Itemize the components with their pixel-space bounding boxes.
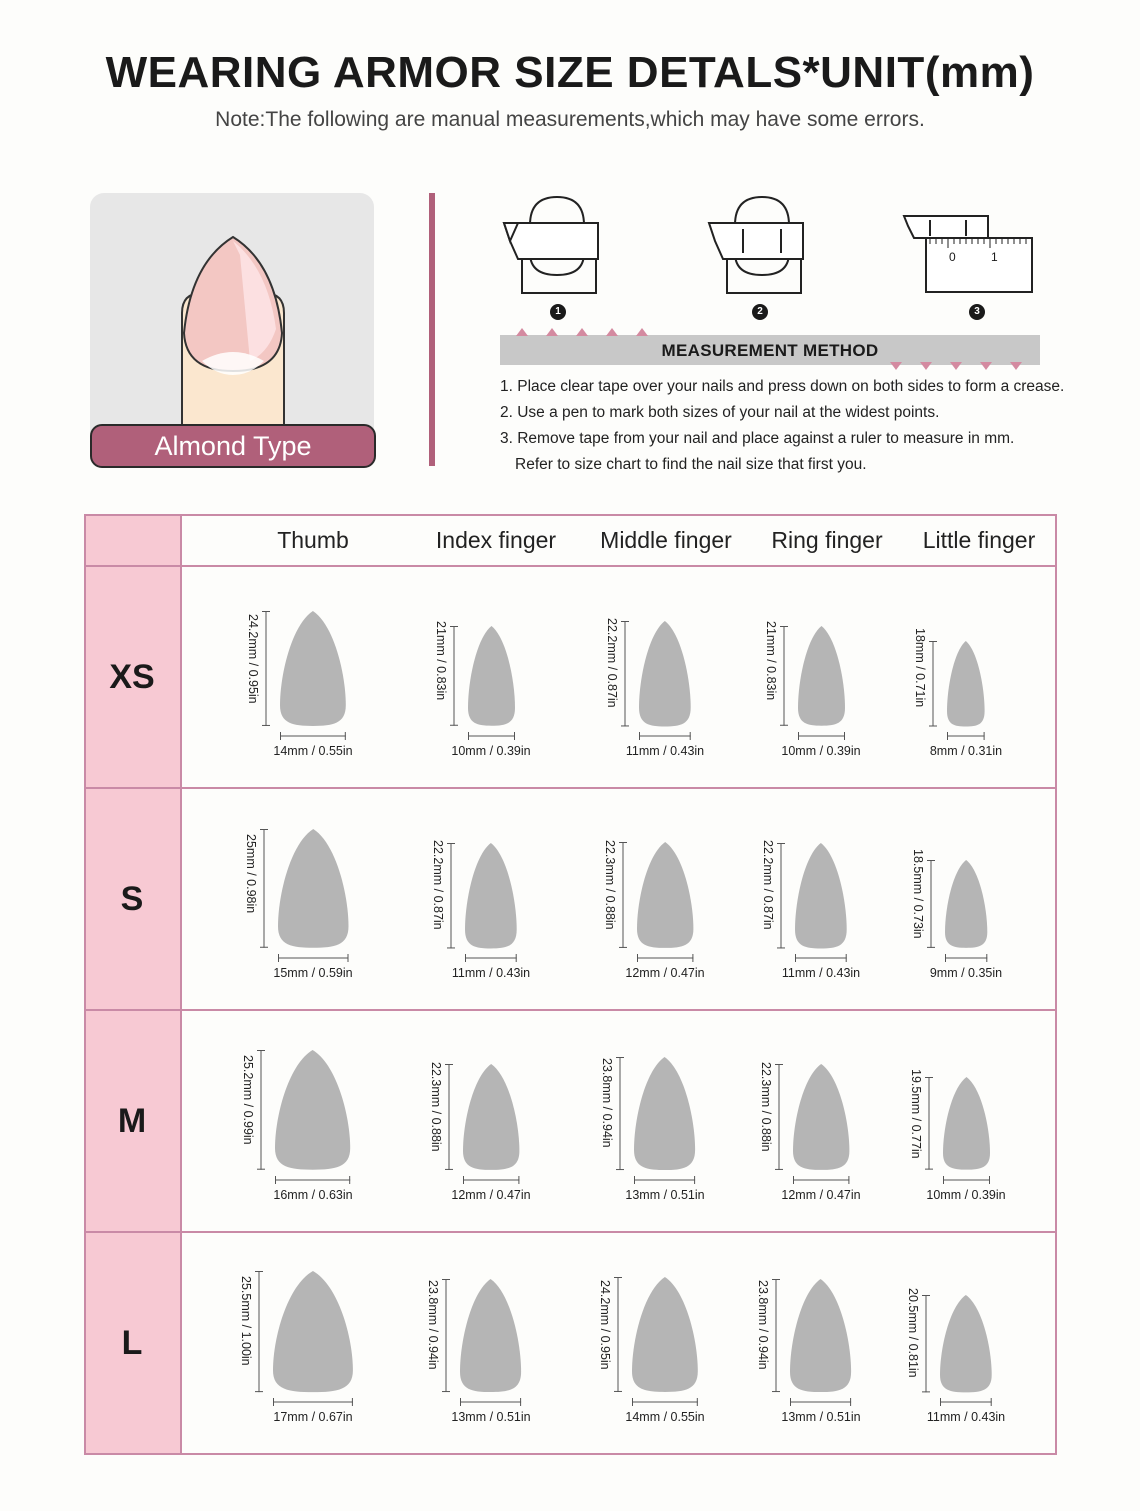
width-bracket xyxy=(798,732,847,740)
length-bracket xyxy=(445,1064,453,1172)
nail-length-label: 20.5mm / 0.81in xyxy=(906,1288,921,1378)
ruler-tick-1: 1 xyxy=(991,250,998,264)
nail-shape xyxy=(943,858,989,950)
step-number-2: 2 xyxy=(752,304,768,320)
column-header-thumb: Thumb xyxy=(277,527,349,553)
length-bracket xyxy=(616,1057,624,1172)
tape-press-icon xyxy=(500,193,604,297)
nail-length-label: 22.2mm / 0.87in xyxy=(431,840,446,930)
width-bracket xyxy=(280,732,348,740)
width-bracket xyxy=(947,732,987,740)
nail-shape xyxy=(793,841,849,950)
nail-shape xyxy=(466,624,517,728)
nail-length-label: 21mm / 0.83in xyxy=(433,621,448,701)
size-label-s: S xyxy=(120,880,144,918)
nail-width-label: 14mm / 0.55in xyxy=(625,1410,705,1424)
nail-length-label: 21mm / 0.83in xyxy=(763,621,778,701)
length-bracket xyxy=(927,860,935,950)
nail-length-label: 23.8mm / 0.94in xyxy=(600,1058,615,1149)
length-bracket xyxy=(621,621,629,728)
length-bracket xyxy=(257,1050,265,1172)
decor-triangle xyxy=(920,362,932,370)
length-bracket xyxy=(260,829,268,950)
width-bracket xyxy=(465,954,519,962)
column-header-index: Index finger xyxy=(435,527,557,553)
nail-length-label: 23.8mm / 0.94in xyxy=(756,1280,771,1371)
length-bracket xyxy=(447,843,455,950)
nail-width-label: 13mm / 0.51in xyxy=(451,1410,531,1424)
nail-shape xyxy=(791,1062,851,1172)
nail-shape xyxy=(945,639,987,729)
nail-shape xyxy=(463,841,519,950)
width-bracket xyxy=(945,954,989,962)
ruler-tick-0: 0 xyxy=(949,250,956,264)
table-divider xyxy=(180,514,182,1455)
size-label-xs: XS xyxy=(109,658,155,696)
nail-width-label: 11mm / 0.43in xyxy=(781,966,861,980)
width-bracket xyxy=(943,1176,992,1184)
column-header-middle: Middle finger xyxy=(600,527,732,553)
nail-shape xyxy=(632,1055,697,1172)
column-header-ring: Ring finger xyxy=(771,527,883,553)
nail-shape xyxy=(788,1277,853,1394)
nail-shape xyxy=(630,1275,700,1394)
nail-width-label: 9mm / 0.35in xyxy=(929,966,1003,980)
nail-shape xyxy=(941,1075,992,1172)
length-bracket xyxy=(775,1064,783,1172)
width-bracket xyxy=(637,954,695,962)
nail-shape xyxy=(461,1062,521,1172)
divider-line xyxy=(429,193,435,466)
step-number-1: 1 xyxy=(550,304,566,320)
width-bracket xyxy=(468,732,517,740)
nail-width-label: 12mm / 0.47in xyxy=(625,966,705,980)
nail-length-label: 24.2mm / 0.95in xyxy=(246,613,261,704)
nail-width-label: 16mm / 0.63in xyxy=(273,1188,353,1202)
width-bracket xyxy=(273,1398,355,1406)
length-bracket xyxy=(772,1279,780,1394)
nail-shape xyxy=(635,840,695,950)
page-title: WEARING ARMOR SIZE DETALS*UNIT(mm) xyxy=(105,48,1035,97)
width-bracket xyxy=(634,1176,697,1184)
nail-width-label: 8mm / 0.31in xyxy=(929,744,1003,758)
table-rule xyxy=(84,565,1057,567)
nail-width-label: 12mm / 0.47in xyxy=(451,1188,531,1202)
nail-length-label: 22.3mm / 0.88in xyxy=(428,1062,443,1152)
width-bracket xyxy=(460,1398,523,1406)
ruler-measure-icon xyxy=(900,210,1040,300)
step-number-3: 3 xyxy=(969,304,985,320)
nail-shape xyxy=(637,619,693,728)
length-bracket xyxy=(929,641,937,729)
instruction-2: 2. Use a pen to mark both sizes of your nail at the widest points. xyxy=(500,404,940,421)
decor-triangle xyxy=(890,362,902,370)
nail-shape xyxy=(458,1277,523,1394)
nail-width-label: 17mm / 0.67in xyxy=(273,1410,353,1424)
nail-shape xyxy=(796,624,847,728)
length-bracket xyxy=(619,842,627,950)
nail-width-label: 10mm / 0.39in xyxy=(451,744,531,758)
nail-shape xyxy=(276,827,351,950)
width-bracket xyxy=(639,732,693,740)
nail-width-label: 10mm / 0.39in xyxy=(926,1188,1006,1202)
nail-length-label: 22.3mm / 0.88in xyxy=(602,840,617,930)
nail-width-label: 10mm / 0.39in xyxy=(781,744,861,758)
nail-width-label: 11mm / 0.43in xyxy=(451,966,531,980)
width-bracket xyxy=(790,1398,853,1406)
width-bracket xyxy=(278,954,351,962)
nail-length-label: 25mm / 0.98in xyxy=(243,833,258,913)
table-rule xyxy=(84,1231,1057,1233)
width-bracket xyxy=(940,1398,994,1406)
nail-length-label: 23.8mm / 0.94in xyxy=(426,1280,441,1371)
table-rule xyxy=(84,787,1057,789)
nail-width-label: 14mm / 0.55in xyxy=(273,744,353,758)
decor-triangle xyxy=(576,328,588,336)
length-bracket xyxy=(925,1077,933,1172)
nail-length-label: 18.5mm / 0.73in xyxy=(910,849,925,939)
nail-shape xyxy=(278,609,348,728)
tape-mark-icon xyxy=(705,193,809,297)
size-label-m: M xyxy=(117,1102,147,1140)
decor-triangle xyxy=(980,362,992,370)
nail-shape xyxy=(271,1269,355,1394)
table-rule xyxy=(84,1009,1057,1011)
decor-triangle xyxy=(636,328,648,336)
nail-width-label: 11mm / 0.43in xyxy=(926,1410,1006,1424)
nail-length-label: 24.2mm / 0.95in xyxy=(598,1279,613,1370)
instruction-4: Refer to size chart to find the nail size that first you. xyxy=(515,456,867,473)
width-bracket xyxy=(463,1176,521,1184)
nail-length-label: 18mm / 0.71in xyxy=(913,628,928,708)
length-bracket xyxy=(450,626,458,728)
nail-width-label: 12mm / 0.47in xyxy=(781,1188,861,1202)
length-bracket xyxy=(614,1277,622,1394)
length-bracket xyxy=(780,626,788,728)
length-bracket xyxy=(255,1271,263,1394)
length-bracket xyxy=(442,1279,450,1394)
nail-length-label: 22.2mm / 0.87in xyxy=(605,618,620,708)
nail-length-label: 22.3mm / 0.88in xyxy=(758,1062,773,1152)
decor-triangle xyxy=(606,328,618,336)
width-bracket xyxy=(793,1176,851,1184)
nail-length-label: 22.2mm / 0.87in xyxy=(761,840,776,930)
nail-width-label: 13mm / 0.51in xyxy=(781,1410,861,1424)
nail-width-label: 15mm / 0.59in xyxy=(273,966,353,980)
nail-type-badge: Almond Type xyxy=(90,424,376,468)
instruction-1: 1. Place clear tape over your nails and press down on both sides to form a crease. xyxy=(500,378,1065,395)
decor-triangle xyxy=(516,328,528,336)
nail-shape xyxy=(273,1048,352,1172)
length-bracket xyxy=(262,611,270,728)
length-bracket xyxy=(922,1295,930,1394)
method-title: MEASUREMENT METHOD xyxy=(661,341,879,360)
nail-shape xyxy=(938,1293,994,1394)
decor-triangle xyxy=(546,328,558,336)
decor-triangle xyxy=(1010,362,1022,370)
column-header-little: Little finger xyxy=(922,527,1036,553)
width-bracket xyxy=(795,954,849,962)
instruction-3: 3. Remove tape from your nail and place against a ruler to measure in mm. xyxy=(500,430,1015,447)
width-bracket xyxy=(632,1398,700,1406)
measurement-note: Note:The following are manual measurements,which may have some errors. xyxy=(215,108,925,131)
nail-length-label: 25.2mm / 0.99in xyxy=(241,1055,256,1145)
width-bracket xyxy=(275,1176,352,1184)
length-bracket xyxy=(777,843,785,950)
nail-width-label: 11mm / 0.43in xyxy=(625,744,705,758)
size-label-l: L xyxy=(121,1324,143,1362)
nail-length-label: 25.5mm / 1.00in xyxy=(239,1276,254,1367)
decor-triangle xyxy=(950,362,962,370)
nail-width-label: 13mm / 0.51in xyxy=(625,1188,705,1202)
nail-length-label: 19.5mm / 0.77in xyxy=(908,1068,923,1159)
